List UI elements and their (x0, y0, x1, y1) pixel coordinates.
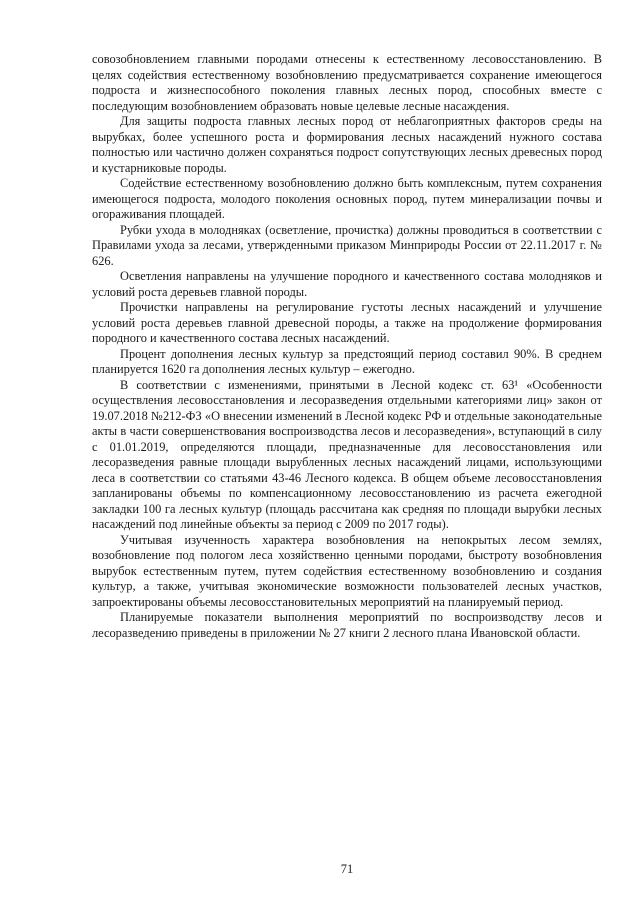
paragraph: Процент дополнения лесных культур за предстоящий период составил 90%. В среднем планируется 1620 га дополнения лесных культур – ежегодно. (92, 346, 602, 376)
paragraph: совозобновлением главными породами отнесены к естественному лесовосстановлению. В целях содействия естественному возобновлению предусматривается сохранение имеющегося подроста и жизнеспособного поколения главных лесных пород, способных вместе с последующим возобновлением образовать новые целевые лесные насаждения. (92, 52, 602, 113)
document-body (92, 52, 602, 641)
paragraph: Планируемые показатели выполнения мероприятий по воспроизводству лесов и лесоразведению приведены в приложении № 27 книги 2 лесного плана Ивановской области. (92, 610, 602, 640)
page-number: 71 (340, 862, 354, 876)
paragraph: В соответствии с изменениями, принятыми в Лесной кодекс ст. 63¹ «Особенности осуществления лесовосстановления и лесоразведения отдельными категориями лиц» закон от 19.07.2018 №212-ФЗ «О внесении изменений в Лесной кодекс РФ и отдельные законодательные акты в части совершенствования воспроизводства лесов и лесоразведения», вступающий в силу с 01.01.2019, определяются площади, предназначенные для лесовосстановления или лесоразведения равные площади вырубленных лесных насаждений лицами, использующими леса в соответствии со статьями 43-46 Лесного кодекса. В общем объеме лесовосстановления запланированы объемы по компенсационному лесовосстановлению из расчета ежегодной закладки 100 га лесных культур (площадь рассчитана как средняя по площади вырубки лесных насаждений под линейные объекты за период с 2009 по 2017 годы). (92, 377, 602, 531)
paragraph: Учитывая изученность характера возобновления на непокрытых лесом землях, возобновление под пологом леса хозяйственно ценными породами, быстроту возобновления вырубок естественным путем, путем содействия естественному возобновлению и создания культур, а также, учитывая экономические возможности пользователей лесных участков, запроектированы объемы лесовосстановительных мероприятий на планируемый период. (92, 532, 602, 609)
paragraph: Содействие естественному возобновлению должно быть комплексным, путем сохранения имеющегося подроста, молодого поколения основных пород, путем минерализации почвы и огораживания площадей. (92, 176, 602, 221)
paragraph: Осветления направлены на улучшение породного и качественного состава молодняков и условий роста деревьев главной породы. (92, 269, 602, 299)
paragraph: Для защиты подроста главных лесных пород от неблагоприятных факторов среды на вырубках, более успешного роста и формирования лесных насаждений нужного состава полностью или частично должен сохраняться подрост сопутствующих лесных древесных пород и кустарниковые породы. (92, 114, 602, 175)
paragraph: Прочистки направлены на регулирование густоты лесных насаждений и улучшение условий роста деревьев главной древесной породы, а также на продолжение формирования породного и качественного состава лесных насаждений. (92, 300, 602, 345)
paragraph: Рубки ухода в молодняках (осветление, прочистка) должны проводиться в соответствии с Правилами ухода за лесами, утвержденными приказом Минприроды России от 22.11.2017 г. № 626. (92, 222, 602, 268)
